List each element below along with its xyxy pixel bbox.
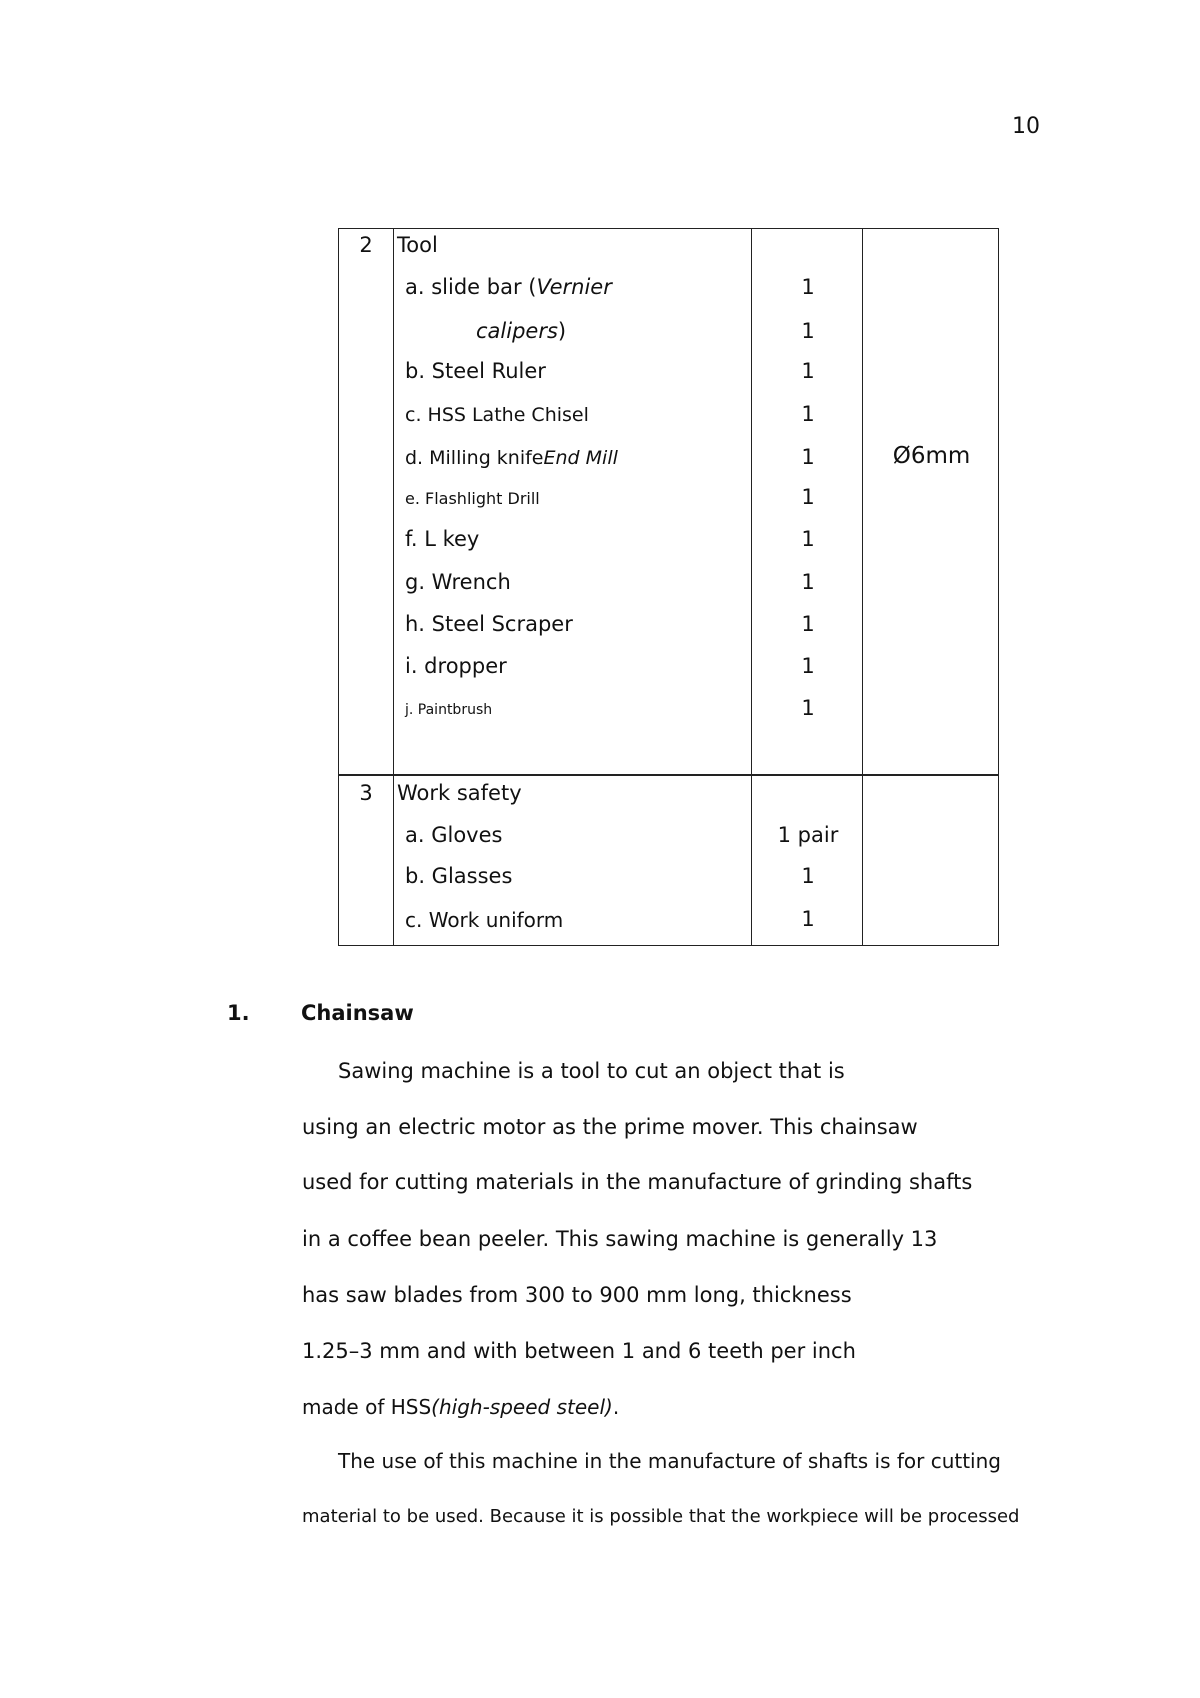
item-label: a. slide bar (	[405, 275, 537, 299]
table-item: f. L key	[405, 527, 480, 551]
table-item: c. HSS Lathe Chisel	[405, 404, 589, 426]
item-quantity: 1	[801, 907, 815, 931]
table-item: b. Steel Ruler	[405, 359, 546, 383]
item-quantity: 1	[801, 359, 815, 383]
paragraph-text: .	[612, 1395, 620, 1419]
paragraph-line: in a coffee bean peeler. This sawing machine is generally 13	[302, 1227, 938, 1251]
paragraph-text-italic: (high-speed steel)	[431, 1395, 613, 1419]
table-item: g. Wrench	[405, 570, 511, 594]
item-label-suffix: )	[557, 319, 567, 343]
item-quantity: 1	[801, 319, 815, 343]
paragraph-line: used for cutting materials in the manufacture of grinding shafts	[302, 1170, 973, 1194]
item-quantity: 1	[801, 612, 815, 636]
paragraph-line: material to be used. Because it is possible that the workpiece will be processed	[302, 1506, 1020, 1527]
table-item	[405, 273, 612, 301]
item-label-italic: End Mill	[543, 447, 618, 469]
section-heading	[227, 1001, 414, 1025]
item-quantity: 1	[801, 527, 815, 551]
table-row-divider	[339, 774, 998, 776]
paragraph-line: using an electric motor as the prime mover. This chainsaw	[302, 1115, 918, 1139]
row-heading: Tool	[397, 233, 438, 257]
paragraph-line: 1.25–3 mm and with between 1 and 6 teeth per inch	[302, 1339, 856, 1363]
table-column-divider	[751, 229, 752, 945]
item-quantity: 1	[801, 570, 815, 594]
table-item: j. Paintbrush	[405, 702, 493, 718]
page-number: 10	[1012, 114, 1040, 139]
paragraph-text: made of HSS	[302, 1395, 432, 1419]
table-column-divider	[393, 229, 394, 945]
row-number: 3	[359, 781, 373, 805]
table-item: b. Glasses	[405, 864, 513, 888]
item-quantity: 1	[801, 402, 815, 426]
item-label-italic: calipers	[476, 319, 558, 343]
section-title: Chainsaw	[301, 1001, 414, 1025]
item-quantity: 1 pair	[777, 823, 839, 847]
equipment-table	[338, 228, 999, 946]
item-label-italic: Vernier	[536, 275, 612, 299]
paragraph-line: The use of this machine in the manufacture of shafts is for cutting	[338, 1449, 1001, 1473]
section-number: 1.	[227, 1001, 250, 1025]
table-item: e. Flashlight Drill	[405, 489, 540, 508]
paragraph-line	[302, 1392, 619, 1422]
row-heading: Work safety	[397, 781, 522, 805]
table-item: a. Gloves	[405, 823, 503, 847]
table-item	[405, 444, 618, 472]
item-label: d. Milling knife	[405, 447, 544, 469]
item-quantity: 1	[801, 275, 815, 299]
table-item: c. Work uniform	[405, 908, 564, 932]
paragraph-line: has saw blades from 300 to 900 mm long, thickness	[302, 1283, 852, 1307]
table-item	[476, 317, 566, 345]
item-quantity: 1	[801, 864, 815, 888]
item-quantity: 1	[801, 654, 815, 678]
item-specification: Ø6mm	[892, 443, 971, 469]
item-quantity: 1	[801, 696, 815, 720]
paragraph-line: Sawing machine is a tool to cut an object that is	[338, 1059, 845, 1083]
row-number: 2	[359, 233, 373, 257]
table-item: i. dropper	[405, 654, 507, 678]
table-item: h. Steel Scraper	[405, 612, 573, 636]
item-quantity: 1	[801, 445, 815, 469]
item-quantity: 1	[801, 485, 815, 509]
